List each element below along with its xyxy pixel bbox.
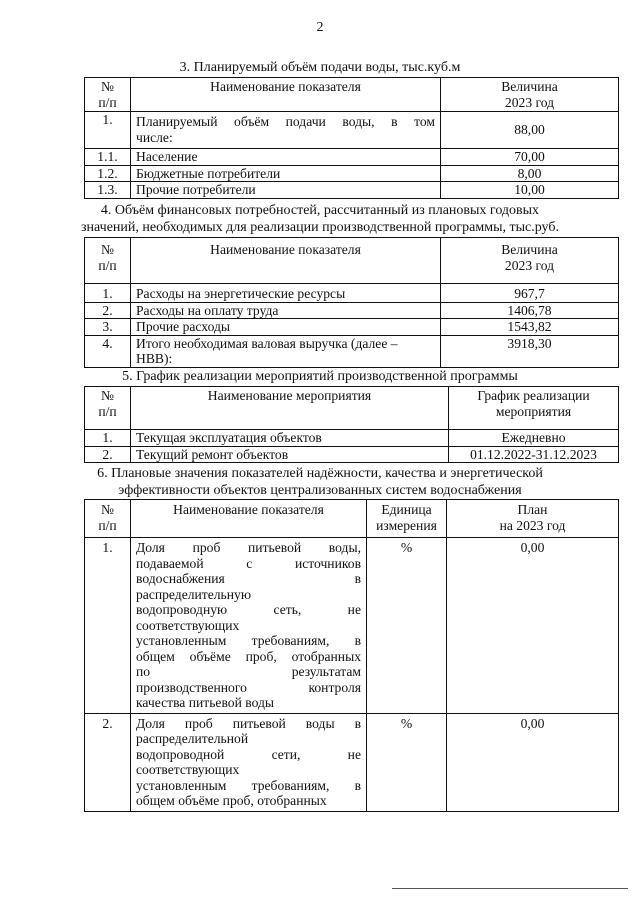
row-value: 88,00 (441, 112, 619, 149)
table-header (85, 500, 619, 538)
table-row (85, 149, 619, 166)
table-row (85, 284, 619, 303)
table-row (85, 335, 619, 367)
row-value: 3918,30 (441, 335, 619, 367)
section-4-title-line-1: 4. Объём финансовых потребностей, рассчитанный из плановых годовых (100, 203, 540, 218)
section-6-title-line-1: 6. Плановые значения показателей надёжности, качества и энергетической (97, 466, 543, 481)
row-plan: 0,00 (447, 538, 619, 714)
row-num: 1.1. (85, 149, 131, 166)
row-name-line: соответствующих (136, 617, 240, 633)
section-3-title: 3. Планируемый объём подачи воды, тыс.куб.м (179, 60, 461, 75)
row-name: Итого необходимая валовая выручка (далее – НВВ): (131, 335, 441, 367)
header-num: № п/п (85, 78, 131, 112)
header-unit: Единица измерения (367, 500, 447, 538)
row-name-line: распределительной (136, 731, 249, 746)
row-value: 967,7 (441, 284, 619, 303)
header-name: Наименование показателя (131, 78, 441, 112)
row-num: 2. (85, 713, 131, 811)
row-unit: % (367, 713, 447, 811)
row-name: Расходы на оплату труда (131, 302, 441, 319)
row-name-line: по результатам (136, 664, 361, 679)
row-name-line: соответствующих (136, 762, 240, 777)
row-name-line: водопроводную сеть, не (136, 602, 361, 617)
row-name-line: общем объёме проб, отобранных (136, 648, 361, 664)
header-name: Наименование показателя (131, 500, 367, 538)
row-name-line: Доля проб питьевой воды в (136, 715, 361, 731)
row-value: 01.12.2022-31.12.2023 (449, 446, 619, 463)
section-5-table (84, 386, 619, 463)
row-name-line: распределительную (136, 586, 251, 602)
row-value: 1543,82 (441, 319, 619, 336)
table-header (85, 387, 619, 430)
row-num: 1. (85, 284, 131, 303)
section-5-title: 5. График реализации мероприятий производственной программы (122, 369, 518, 384)
table-header (85, 78, 619, 112)
table-row (85, 713, 619, 811)
header-value: Величина 2023 год (441, 78, 619, 112)
row-name: Текущий ремонт объектов (131, 446, 449, 463)
row-plan: 0,00 (447, 713, 619, 811)
header-num: № п/п (85, 500, 131, 538)
row-name-line: установленным требованиям, в (136, 633, 361, 648)
section-6-title-line-2: эффективности объектов централизованных систем водоснабжения (118, 483, 522, 498)
row-value: 1406,78 (441, 302, 619, 319)
row-name (131, 713, 367, 811)
section-4-table (84, 237, 619, 368)
row-name: Расходы на энергетические ресурсы (131, 284, 441, 303)
table-row (85, 182, 619, 199)
header-name: Наименование показателя (131, 238, 441, 284)
row-num: 4. (85, 335, 131, 367)
header-num: № п/п (85, 238, 131, 284)
row-name-line: Доля проб питьевой воды, (136, 540, 361, 555)
row-name: Прочие потребители (131, 182, 441, 199)
row-num: 1.2. (85, 165, 131, 182)
row-name-line: подаваемой с источников (136, 555, 361, 571)
section-3-table (84, 77, 619, 199)
row-num: 1. (85, 112, 131, 149)
row-name: Бюджетные потребители (131, 165, 441, 182)
header-plan: План на 2023 год (447, 500, 619, 538)
bottom-rule (392, 888, 628, 889)
header-num: № п/п (85, 387, 131, 430)
row-name: Текущая эксплуатация объектов (131, 430, 449, 447)
row-name-line: качества питьевой воды (136, 695, 275, 710)
row-num: 1. (85, 538, 131, 714)
row-unit: % (367, 538, 447, 714)
row-value: 10,00 (441, 182, 619, 199)
page-number: 2 (316, 20, 324, 35)
row-name-line: установленным требованиям, в (136, 777, 361, 793)
section-4-title-line-2: значений, необходимых для реализации производственной программы, тыс.руб. (81, 220, 559, 235)
row-name: Планируемый объём подачи воды, в том числе: (131, 112, 441, 149)
row-num: 2. (85, 302, 131, 319)
header-name: Наименование мероприятия (131, 387, 449, 430)
row-value: 70,00 (441, 149, 619, 166)
table-row (85, 446, 619, 463)
row-num: 2. (85, 446, 131, 463)
row-name (131, 538, 367, 714)
table-row (85, 165, 619, 182)
table-row (85, 319, 619, 336)
row-name-line: водопроводной сети, не (136, 746, 361, 762)
row-name: Население (131, 149, 441, 166)
row-value: 8,00 (441, 165, 619, 182)
row-name-line: общем объёме проб, отобранных (136, 793, 327, 808)
row-num: 3. (85, 319, 131, 336)
row-num: 1.3. (85, 182, 131, 199)
table-header (85, 238, 619, 284)
table-row (85, 430, 619, 447)
section-6-table (84, 499, 619, 812)
table-row (85, 538, 619, 714)
table-row (85, 112, 619, 149)
header-value: График реализации мероприятия (449, 387, 619, 430)
row-num: 1. (85, 430, 131, 447)
row-name: Прочие расходы (131, 319, 441, 336)
row-name-line: водоснабжения в (136, 571, 361, 586)
row-value: Ежедневно (449, 430, 619, 447)
header-value: Величина 2023 год (441, 238, 619, 284)
table-row (85, 302, 619, 319)
row-name-line: производственного контроля (136, 679, 361, 695)
